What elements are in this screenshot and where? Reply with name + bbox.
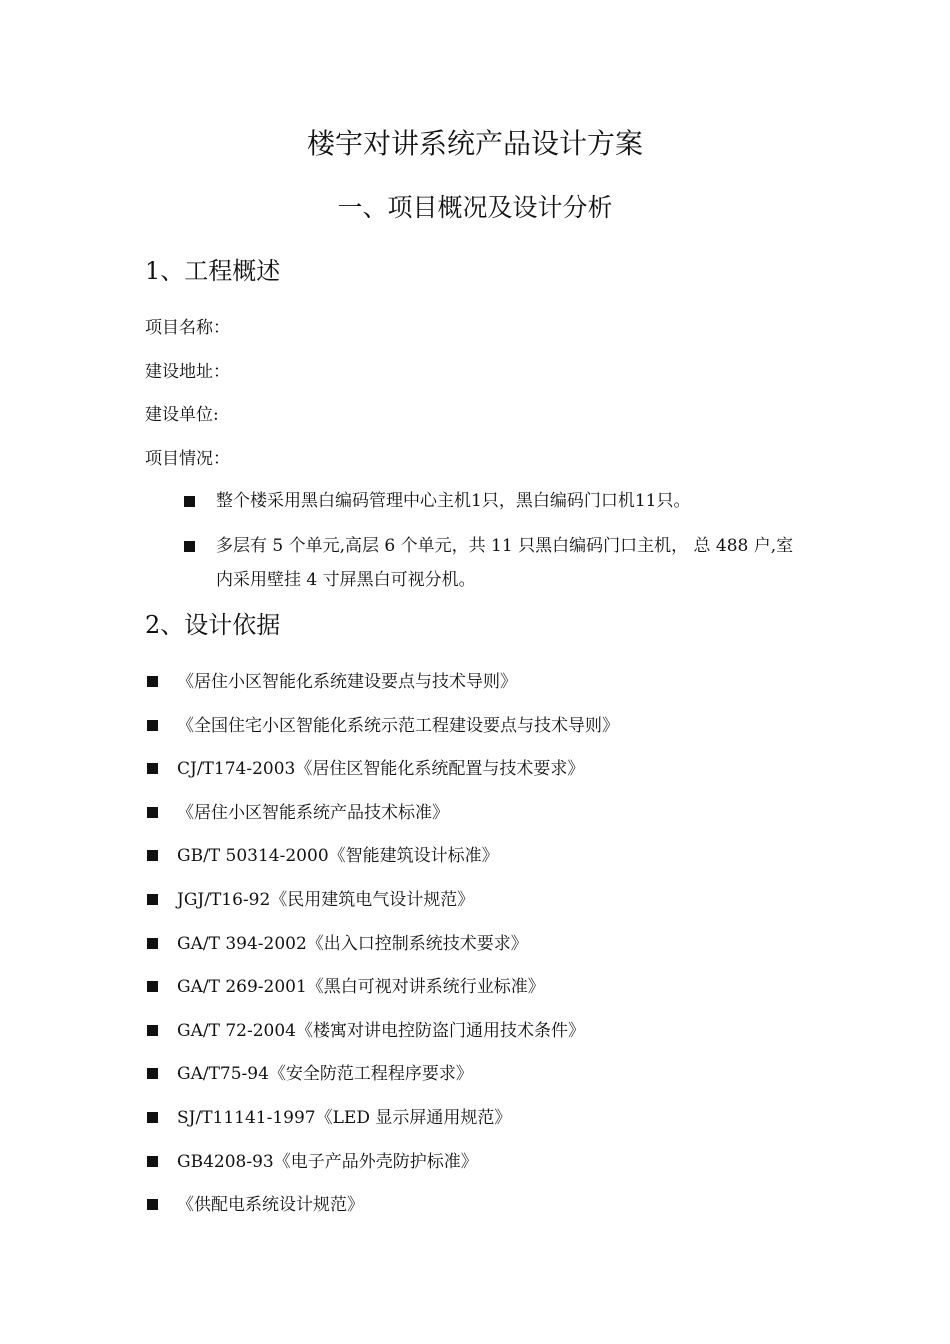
basis-item: [145, 882, 845, 926]
basis-item: [145, 1144, 845, 1188]
field-project-situation: 项目情况：: [145, 449, 230, 469]
basis-item: [145, 1056, 845, 1100]
situation-item: [180, 529, 810, 597]
basis-item: [145, 751, 845, 795]
basis-item: [145, 708, 845, 752]
overview-heading: 1、工程概述: [145, 257, 281, 285]
field-construction-address: 建设地址：: [145, 362, 230, 382]
field-construction-unit: 建设单位:: [145, 405, 219, 425]
basis-item: [145, 664, 845, 708]
basis-item: [145, 1100, 845, 1144]
basis-item-text: JGJ/T16-92《民用建筑电气设计规范》: [177, 889, 475, 910]
square-bullet-icon: [184, 496, 195, 507]
square-bullet-icon: [147, 1112, 158, 1123]
basis-item: [145, 795, 845, 839]
square-bullet-icon: [147, 763, 158, 774]
square-bullet-icon: [147, 894, 158, 905]
square-bullet-icon: [147, 807, 158, 818]
basis-item: [145, 969, 845, 1013]
situation-item-text: 整个楼采用黑白编码管理中心主机1只，黑白编码门口机11只。: [216, 491, 691, 511]
square-bullet-icon: [147, 676, 158, 687]
basis-item: [145, 1187, 845, 1231]
square-bullet-icon: [147, 981, 158, 992]
basis-item: [145, 1013, 845, 1057]
square-bullet-icon: [147, 720, 158, 731]
basis-heading: 2、设计依据: [145, 611, 281, 639]
situation-item-text: 多层有 5 个单元,高层 6 个单元，共 11 只黑白编码门口主机， 总 488 户,室内采用壁挂 4 寸屏黑白可视分机。: [216, 536, 794, 590]
basis-item-text: 《居住小区智能系统产品技术标准》: [177, 802, 449, 823]
basis-item-text: GA/T 269-2001《黑白可视对讲系统行业标准》: [177, 977, 545, 998]
basis-item-text: GB/T 50314-2000《智能建筑设计标准》: [177, 846, 499, 867]
basis-item-text: GA/T75-94《安全防范工程程序要求》: [177, 1064, 473, 1085]
square-bullet-icon: [147, 1068, 158, 1079]
document-title: 楼宇对讲系统产品设计方案: [306, 127, 643, 160]
basis-item-text: CJ/T174-2003《居住区智能化系统配置与技术要求》: [177, 759, 585, 780]
square-bullet-icon: [147, 1156, 158, 1167]
basis-item-text: GB4208-93《电子产品外壳防护标准》: [177, 1151, 478, 1172]
square-bullet-icon: [147, 850, 158, 861]
basis-list: [145, 664, 845, 1231]
square-bullet-icon: [184, 541, 195, 552]
section-title: 一、项目概况及设计分析: [337, 193, 613, 222]
square-bullet-icon: [147, 1025, 158, 1036]
basis-item: [145, 926, 845, 970]
basis-item: [145, 838, 845, 882]
situation-item: [180, 484, 820, 518]
square-bullet-icon: [147, 938, 158, 949]
field-project-name: 项目名称：: [145, 318, 230, 338]
basis-item-text: SJ/T11141-1997《LED 显示屏通用规范》: [177, 1107, 512, 1128]
basis-item-text: 《全国住宅小区智能化系统示范工程建设要点与技术导则》: [177, 715, 619, 736]
basis-item-text: 《居住小区智能化系统建设要点与技术导则》: [177, 672, 517, 692]
square-bullet-icon: [147, 1199, 158, 1210]
basis-item-text: 《供配电系统设计规范》: [177, 1195, 364, 1216]
basis-item-text: GA/T 72-2004《楼寓对讲电控防盗门通用技术条件》: [177, 1020, 585, 1041]
basis-item-text: GA/T 394-2002《出入口控制系统技术要求》: [177, 933, 528, 954]
